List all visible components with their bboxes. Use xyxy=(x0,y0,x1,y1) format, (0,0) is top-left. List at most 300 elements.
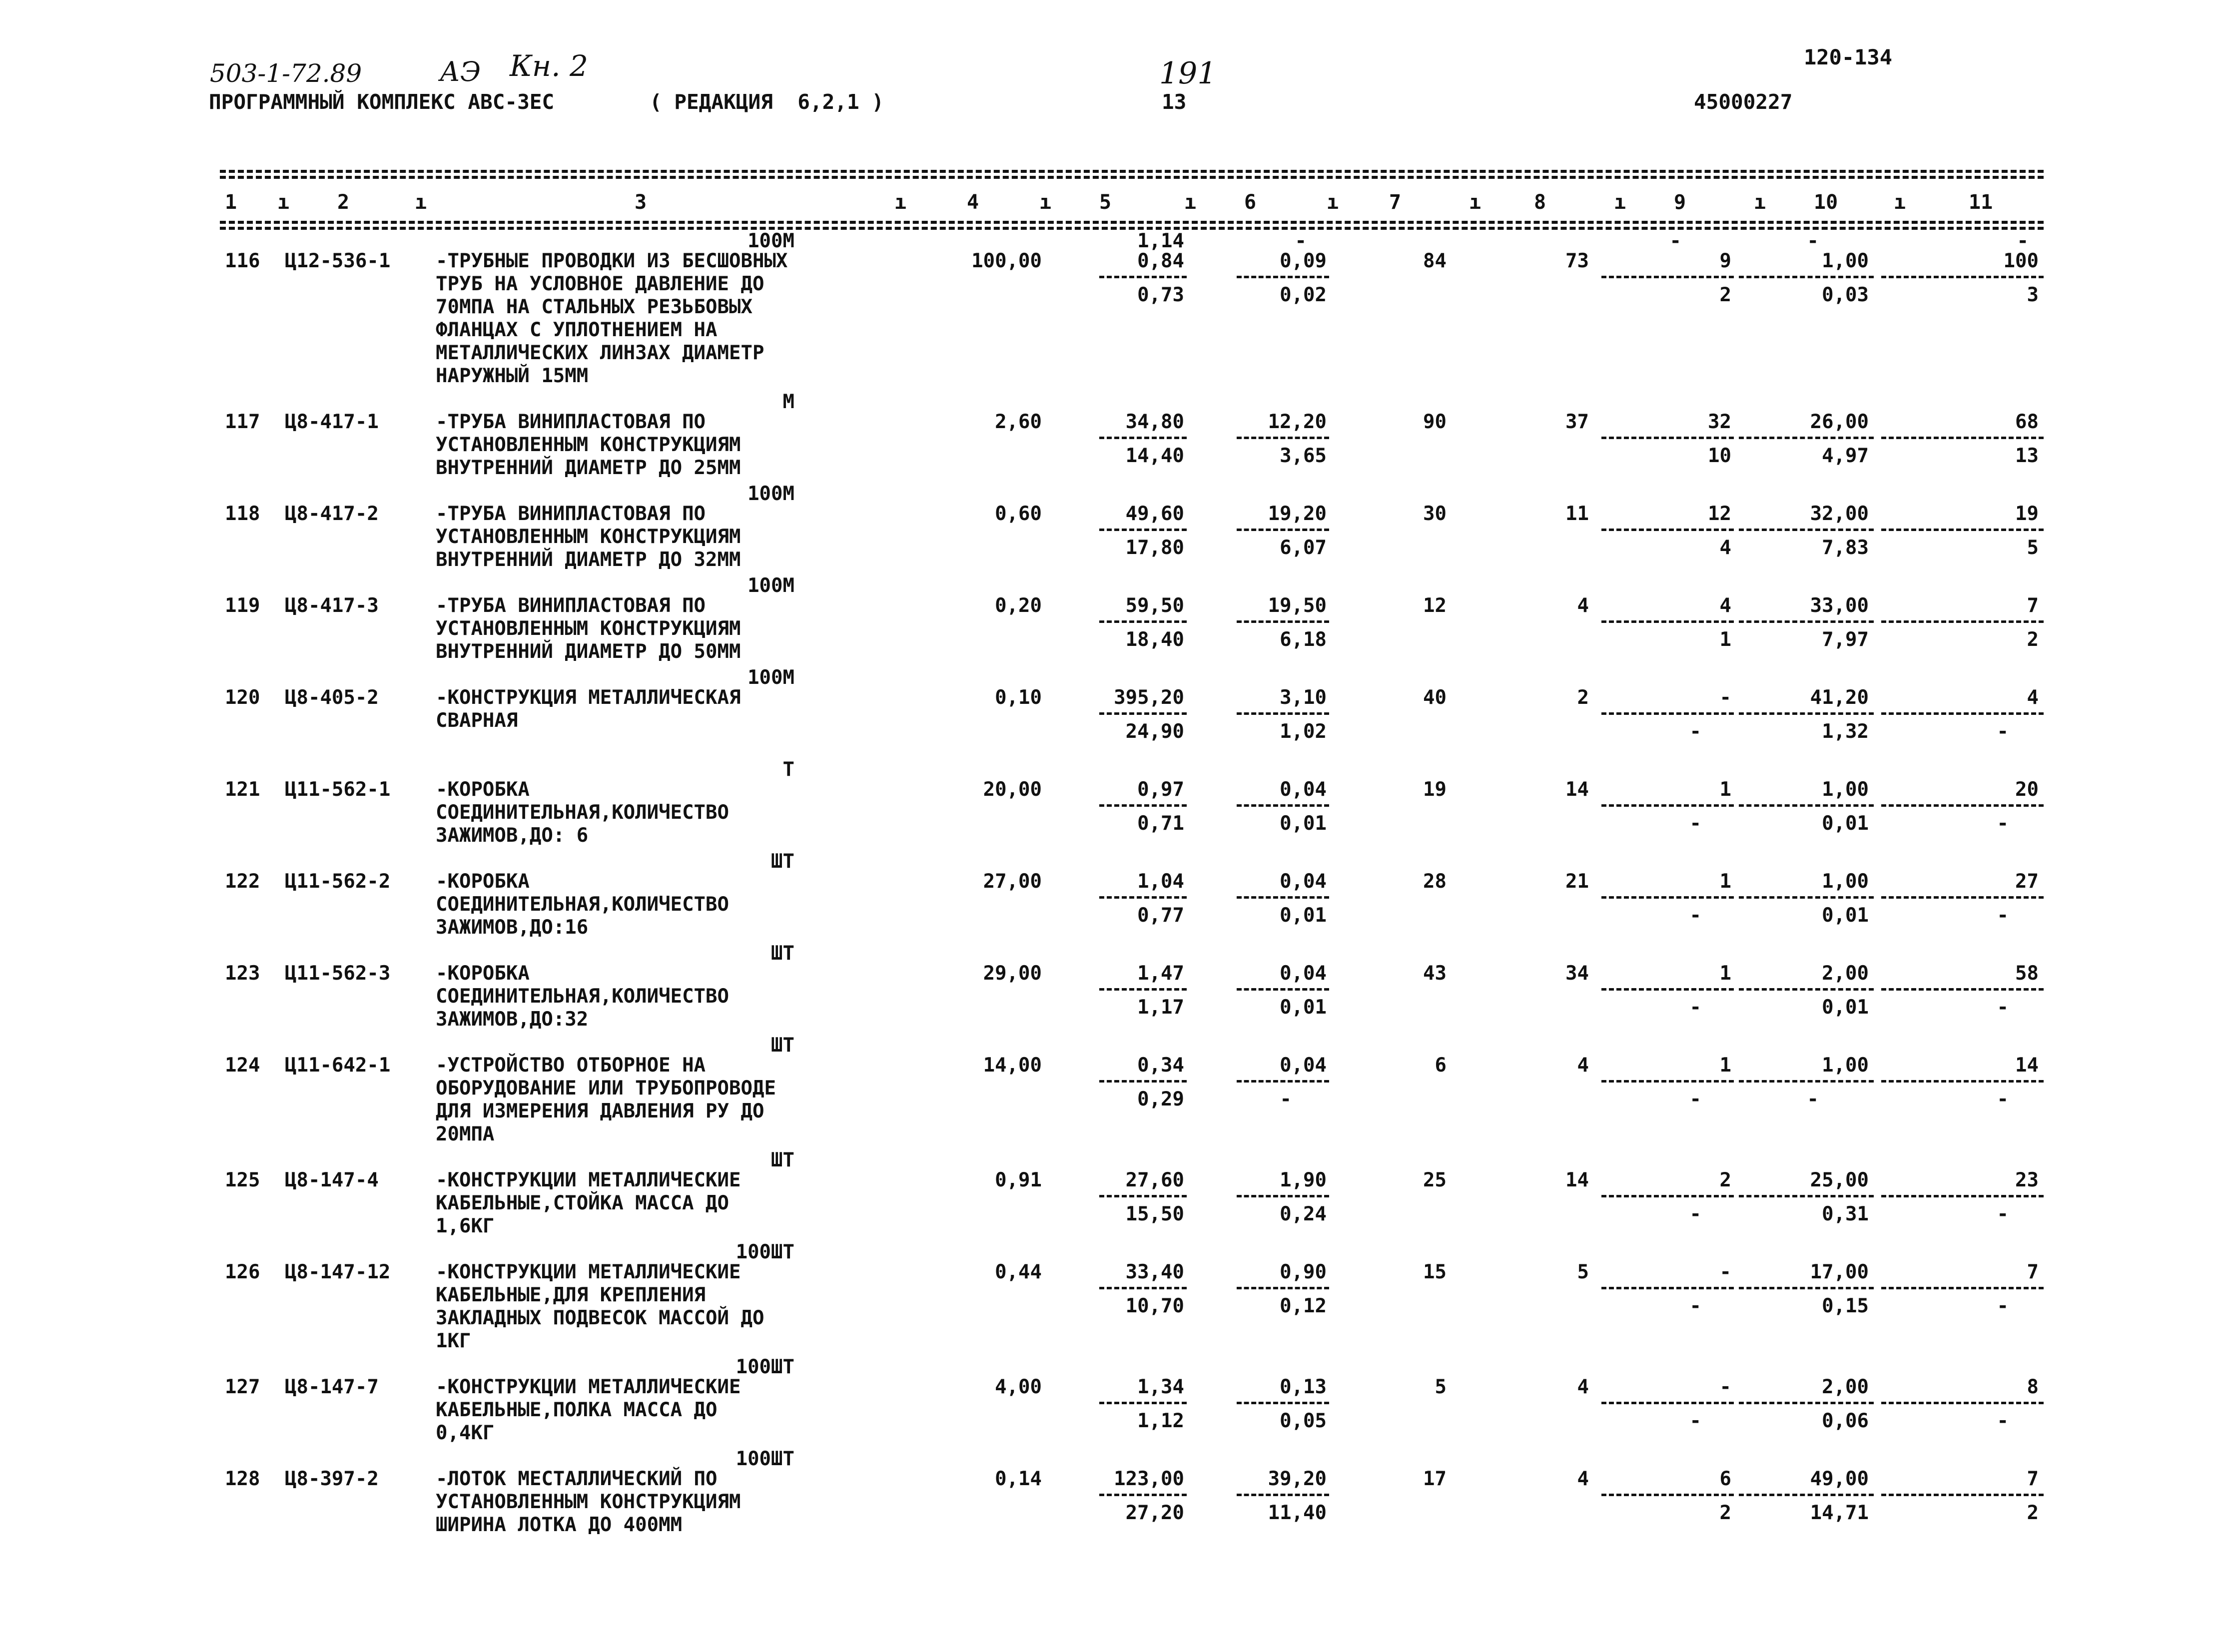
table-row xyxy=(220,483,2044,574)
sub-value-col9: - xyxy=(1689,720,1701,743)
work-description: -КОРОБКА СОЕДИНИТЕЛЬНАЯ,КОЛИЧЕСТВО ЗАЖИМОВ,ДО:16 xyxy=(436,870,729,939)
table-row xyxy=(220,758,2044,850)
value-col10: 33,00 xyxy=(1810,594,1869,617)
sub-value-col6: 6,18 xyxy=(1280,628,1327,651)
rate-code: Ц8-147-12 xyxy=(285,1261,391,1283)
value-col9: - xyxy=(1719,1376,1731,1398)
program-title: ПРОГРАММНЫЙ КОМПЛЕКС АВС-ЗЕС xyxy=(209,90,555,114)
sub-value-col5: 17,80 xyxy=(1125,537,1184,559)
value-col10: 41,20 xyxy=(1810,686,1869,709)
column-header-10: 10 xyxy=(1814,191,1838,214)
value-col9: - xyxy=(1719,1261,1731,1283)
value-divider xyxy=(1099,1402,1187,1404)
value-col5: 395,20 xyxy=(1114,686,1184,709)
rate-code: Ц8-147-7 xyxy=(285,1376,379,1398)
value-col4: 0,91 xyxy=(995,1169,1042,1191)
row-number: 124 xyxy=(225,1054,260,1077)
row-number: 126 xyxy=(225,1261,260,1283)
sub-value-col10: 0,01 xyxy=(1822,812,1869,835)
value-divider xyxy=(1099,804,1187,807)
sub-value-col5: 15,50 xyxy=(1125,1203,1184,1225)
value-col10: 1,00 xyxy=(1822,870,1869,893)
column-header-row xyxy=(220,179,2044,221)
sub-value-col10: 14,71 xyxy=(1810,1502,1869,1524)
doc-number: 45000227 xyxy=(1694,90,1793,114)
sub-value-col5: 10,70 xyxy=(1125,1295,1184,1317)
sub-value-col10: 0,01 xyxy=(1822,904,1869,927)
sub-value-col6: 0,01 xyxy=(1280,996,1327,1019)
sub-value-col9: - xyxy=(1689,904,1701,927)
column-separator: ı xyxy=(1327,191,1339,214)
sub-value-col9: - xyxy=(1689,812,1701,835)
value-divider xyxy=(1237,1287,1329,1289)
prev-value-col10: - xyxy=(1807,230,1819,252)
value-divider xyxy=(1601,1402,1734,1404)
value-col7: 25 xyxy=(1423,1169,1447,1191)
prev-value-col5: 1,14 xyxy=(1137,230,1184,252)
value-col8: 11 xyxy=(1565,503,1589,525)
sub-value-col9: - xyxy=(1689,996,1701,1019)
value-col8: 34 xyxy=(1565,962,1589,985)
rate-code: Ц8-405-2 xyxy=(285,686,379,709)
value-divider xyxy=(1601,712,1734,715)
unit-label: 100М xyxy=(747,574,794,597)
value-divider xyxy=(1601,896,1734,899)
value-col5: 0,84 xyxy=(1137,250,1184,272)
value-col9: - xyxy=(1719,686,1731,709)
value-divider xyxy=(1099,1287,1187,1289)
column-header-8: 8 xyxy=(1534,191,1546,214)
value-divider xyxy=(1881,804,2044,807)
sub-value-col11: - xyxy=(1997,904,2009,927)
value-col7: 30 xyxy=(1423,503,1447,525)
unit-label: 100ШТ xyxy=(736,1241,794,1263)
sub-value-col11: 2 xyxy=(2027,1502,2039,1524)
sub-value-col9: 4 xyxy=(1719,537,1731,559)
work-description: -КОРОБКА СОЕДИНИТЕЛЬНАЯ,КОЛИЧЕСТВО ЗАЖИМОВ,ДО:32 xyxy=(436,962,729,1031)
sub-value-col10: 7,97 xyxy=(1822,628,1869,651)
value-col11: 19 xyxy=(2015,503,2039,525)
sub-value-col5: 0,71 xyxy=(1137,812,1184,835)
row-number: 128 xyxy=(225,1468,260,1490)
value-divider xyxy=(1099,1080,1187,1083)
column-header-3: 3 xyxy=(635,191,647,214)
sub-value-col9: - xyxy=(1689,1295,1701,1317)
sub-value-col10: 0,06 xyxy=(1822,1410,1869,1432)
value-divider xyxy=(1237,437,1329,439)
unit-label: 100ШТ xyxy=(736,1448,794,1470)
value-divider xyxy=(1099,437,1187,439)
sub-value-col11: 3 xyxy=(2027,284,2039,306)
value-col8: 21 xyxy=(1565,870,1589,893)
rate-code: Ц8-417-1 xyxy=(285,411,379,433)
value-divider xyxy=(1237,1402,1329,1404)
column-separator: ı xyxy=(1754,191,1766,214)
range-label: 120-134 xyxy=(1804,45,1893,69)
value-divider xyxy=(1739,1402,1874,1404)
value-col6: 0,04 xyxy=(1280,962,1327,985)
value-col6: 19,20 xyxy=(1268,503,1327,525)
sub-value-col6: 0,02 xyxy=(1280,284,1327,306)
sub-value-col11: - xyxy=(1997,812,2009,835)
value-col7: 19 xyxy=(1423,778,1447,801)
value-col4: 4,00 xyxy=(995,1376,1042,1398)
handwritten-page-number: 191 xyxy=(1159,56,1217,91)
value-col8: 14 xyxy=(1565,778,1589,801)
column-header-2: 2 xyxy=(337,191,350,214)
work-description: -КОНСТРУКЦИИ МЕТАЛЛИЧЕСКИЕ КАБЕЛЬНЫЕ,ПОЛКА МАССА ДО 0,4КГ xyxy=(436,1376,741,1444)
column-header-11: 11 xyxy=(1969,191,1993,214)
value-divider xyxy=(1237,529,1329,531)
table-row xyxy=(220,850,2044,942)
value-divider xyxy=(1881,529,2044,531)
sub-value-col11: 13 xyxy=(2015,445,2039,467)
unit-label: ШТ xyxy=(771,850,794,873)
table-row xyxy=(220,1149,2044,1241)
table-row xyxy=(220,230,2044,391)
value-divider xyxy=(1881,896,2044,899)
value-divider xyxy=(1601,804,1734,807)
value-divider xyxy=(1601,1080,1734,1083)
value-divider xyxy=(1237,620,1329,623)
value-divider xyxy=(1739,1080,1874,1083)
column-header-9: 9 xyxy=(1674,191,1686,214)
rate-code: Ц11-562-3 xyxy=(285,962,391,985)
value-col4: 0,44 xyxy=(995,1261,1042,1283)
value-col4: 2,60 xyxy=(995,411,1042,433)
table-row xyxy=(220,574,2044,666)
value-col4: 0,60 xyxy=(995,503,1042,525)
value-divider xyxy=(1237,712,1329,715)
unit-label: 100М xyxy=(747,666,794,689)
rate-code: Ц8-417-3 xyxy=(285,594,379,617)
sub-value-col11: - xyxy=(1997,1295,2009,1317)
sub-value-col5: 0,73 xyxy=(1137,284,1184,306)
column-separator: ı xyxy=(277,191,290,214)
value-col11: 23 xyxy=(2015,1169,2039,1191)
value-divider xyxy=(1601,620,1734,623)
value-col4: 29,00 xyxy=(983,962,1042,985)
table-row xyxy=(220,942,2044,1034)
value-col10: 2,00 xyxy=(1822,962,1869,985)
value-divider xyxy=(1881,1195,2044,1197)
column-header-1: 1 xyxy=(225,191,237,214)
sub-value-col10: - xyxy=(1807,1088,1819,1110)
value-col11: 27 xyxy=(2015,870,2039,893)
unit-label: М xyxy=(782,391,794,413)
value-col11: 14 xyxy=(2015,1054,2039,1077)
value-col9: 12 xyxy=(1708,503,1731,525)
value-col8: 37 xyxy=(1565,411,1589,433)
sub-value-col6: 0,01 xyxy=(1280,904,1327,927)
row-number: 121 xyxy=(225,778,260,801)
value-col7: 15 xyxy=(1423,1261,1447,1283)
value-col11: 58 xyxy=(2015,962,2039,985)
value-col7: 28 xyxy=(1423,870,1447,893)
value-col11: 7 xyxy=(2027,594,2039,617)
unit-label: ШТ xyxy=(771,1149,794,1171)
value-col9: 32 xyxy=(1708,411,1731,433)
value-divider xyxy=(1881,620,2044,623)
rate-code: Ц8-417-2 xyxy=(285,503,379,525)
value-col8: 14 xyxy=(1565,1169,1589,1191)
value-col9: 9 xyxy=(1719,250,1731,272)
value-col9: 1 xyxy=(1719,962,1731,985)
value-col7: 6 xyxy=(1435,1054,1447,1077)
value-divider xyxy=(1739,712,1874,715)
value-col6: 0,13 xyxy=(1280,1376,1327,1398)
value-divider xyxy=(1237,896,1329,899)
value-divider xyxy=(1601,1494,1734,1496)
value-col6: 0,09 xyxy=(1280,250,1327,272)
sub-value-col5: 0,77 xyxy=(1137,904,1184,927)
value-col6: 12,20 xyxy=(1268,411,1327,433)
value-col8: 4 xyxy=(1577,1468,1589,1490)
value-divider xyxy=(1881,437,2044,439)
value-col4: 0,20 xyxy=(995,594,1042,617)
work-description: -КОНСТРУКЦИЯ МЕТАЛЛИЧЕСКАЯ СВАРНАЯ xyxy=(436,686,741,732)
value-col5: 1,34 xyxy=(1137,1376,1184,1398)
sub-value-col6: 11,40 xyxy=(1268,1502,1327,1524)
book-mark: Кн. 2 xyxy=(510,49,588,83)
value-col7: 5 xyxy=(1435,1376,1447,1398)
row-number: 116 xyxy=(225,250,260,272)
value-divider xyxy=(1601,1287,1734,1289)
value-col10: 1,00 xyxy=(1822,778,1869,801)
value-col6: 1,90 xyxy=(1280,1169,1327,1191)
table-body xyxy=(220,230,2044,1540)
value-col4: 27,00 xyxy=(983,870,1042,893)
sub-value-col10: 1,32 xyxy=(1822,720,1869,743)
rate-code: Ц12-536-1 xyxy=(285,250,391,272)
value-col7: 17 xyxy=(1423,1468,1447,1490)
column-header-5: 5 xyxy=(1099,191,1112,214)
value-divider xyxy=(1739,620,1874,623)
sub-value-col6: 1,02 xyxy=(1280,720,1327,743)
edition-label: ( РЕДАКЦИЯ 6,2,1 ) xyxy=(650,90,884,114)
sub-value-col11: - xyxy=(1997,1203,2009,1225)
column-separator: ı xyxy=(1184,191,1197,214)
sub-value-col11: 2 xyxy=(2027,628,2039,651)
value-divider xyxy=(1881,1494,2044,1496)
sub-value-col9: 2 xyxy=(1719,1502,1731,1524)
unit-label: ШТ xyxy=(771,942,794,965)
value-divider xyxy=(1237,804,1329,807)
value-divider xyxy=(1099,988,1187,991)
sub-value-col5: 14,40 xyxy=(1125,445,1184,467)
work-description: -КОРОБКА СОЕДИНИТЕЛЬНАЯ,КОЛИЧЕСТВО ЗАЖИМОВ,ДО: 6 xyxy=(436,778,729,847)
value-divider xyxy=(1881,1402,2044,1404)
value-divider xyxy=(1881,712,2044,715)
sub-value-col11: 5 xyxy=(2027,537,2039,559)
value-divider xyxy=(1601,276,1734,278)
value-divider xyxy=(1099,529,1187,531)
value-col5: 27,60 xyxy=(1125,1169,1184,1191)
value-col11: 68 xyxy=(2015,411,2039,433)
value-col5: 33,40 xyxy=(1125,1261,1184,1283)
value-divider xyxy=(1099,1195,1187,1197)
sub-value-col6: 0,12 xyxy=(1280,1295,1327,1317)
sheet-number: 13 xyxy=(1162,90,1187,114)
sub-value-col11: - xyxy=(1997,1410,2009,1432)
value-col10: 26,00 xyxy=(1810,411,1869,433)
row-number: 117 xyxy=(225,411,260,433)
value-col4: 0,14 xyxy=(995,1468,1042,1490)
value-col9: 1 xyxy=(1719,778,1731,801)
value-col5: 1,04 xyxy=(1137,870,1184,893)
rate-code: Ц8-147-4 xyxy=(285,1169,379,1191)
row-number: 123 xyxy=(225,962,260,985)
value-col7: 90 xyxy=(1423,411,1447,433)
unit-label: ШТ xyxy=(771,1034,794,1057)
value-col10: 2,00 xyxy=(1822,1376,1869,1398)
value-divider xyxy=(1237,1494,1329,1496)
value-col6: 0,04 xyxy=(1280,870,1327,893)
value-col6: 0,04 xyxy=(1280,1054,1327,1077)
sub-value-col11: - xyxy=(1997,720,2009,743)
value-col10: 32,00 xyxy=(1810,503,1869,525)
value-col10: 17,00 xyxy=(1810,1261,1869,1283)
value-col9: 1 xyxy=(1719,870,1731,893)
work-description: -ТРУБНЫЕ ПРОВОДКИ ИЗ БЕСШОВНЫХ ТРУБ НА УСЛОВНОЕ ДАВЛЕНИЕ ДО 70МПА НА СТАЛЬНЫХ РЕЗЬБОВЫХ ФЛАНЦАХ С УПЛОТНЕНИЕМ НА МЕТАЛЛИЧЕСКИХ ЛИНЗАХ ДИАМЕТР НАРУЖНЫЙ 15ММ xyxy=(436,250,788,387)
sub-value-col6: - xyxy=(1280,1088,1292,1110)
column-separator: ı xyxy=(1894,191,1906,214)
value-divider xyxy=(1739,804,1874,807)
unit-label: 100М xyxy=(747,483,794,505)
column-header-7: 7 xyxy=(1389,191,1402,214)
value-divider xyxy=(1881,1287,2044,1289)
value-divider xyxy=(1237,988,1329,991)
value-col10: 49,00 xyxy=(1810,1468,1869,1490)
value-divider xyxy=(1099,712,1187,715)
value-col11: 4 xyxy=(2027,686,2039,709)
value-divider xyxy=(1739,1195,1874,1197)
sub-value-col10: 0,03 xyxy=(1822,284,1869,306)
value-divider xyxy=(1881,276,2044,278)
value-divider xyxy=(1099,620,1187,623)
value-col6: 3,10 xyxy=(1280,686,1327,709)
value-col4: 20,00 xyxy=(983,778,1042,801)
value-col11: 8 xyxy=(2027,1376,2039,1398)
value-col9: 2 xyxy=(1719,1169,1731,1191)
value-divider xyxy=(1237,1195,1329,1197)
table-row xyxy=(220,1241,2044,1356)
sub-value-col9: 10 xyxy=(1708,445,1731,467)
rate-code: Ц11-562-2 xyxy=(285,870,391,893)
sub-value-col6: 0,24 xyxy=(1280,1203,1327,1225)
value-col11: 7 xyxy=(2027,1468,2039,1490)
value-col5: 59,50 xyxy=(1125,594,1184,617)
table-row xyxy=(220,391,2044,483)
value-col6: 0,04 xyxy=(1280,778,1327,801)
sub-value-col11: - xyxy=(1997,996,2009,1019)
sub-value-col5: 27,20 xyxy=(1125,1502,1184,1524)
value-col11: 100 xyxy=(2003,250,2039,272)
sub-value-col6: 6,07 xyxy=(1280,537,1327,559)
sub-value-col6: 0,01 xyxy=(1280,812,1327,835)
value-col6: 0,90 xyxy=(1280,1261,1327,1283)
sub-value-col9: 2 xyxy=(1719,284,1731,306)
rate-code: Ц8-397-2 xyxy=(285,1468,379,1490)
table-row xyxy=(220,1034,2044,1149)
doc-code: 503-1-72.89 xyxy=(210,59,362,88)
row-number: 127 xyxy=(225,1376,260,1398)
sub-value-col6: 3,65 xyxy=(1280,445,1327,467)
value-divider xyxy=(1739,529,1874,531)
sub-value-col9: - xyxy=(1689,1088,1701,1110)
value-col5: 123,00 xyxy=(1114,1468,1184,1490)
value-divider xyxy=(1601,529,1734,531)
value-col6: 39,20 xyxy=(1268,1468,1327,1490)
value-divider xyxy=(1739,1287,1874,1289)
value-col9: 4 xyxy=(1719,594,1731,617)
sub-value-col9: 1 xyxy=(1719,628,1731,651)
value-divider xyxy=(1601,988,1734,991)
table-row xyxy=(220,666,2044,758)
album-mark: АЭ xyxy=(440,56,481,87)
work-description: -КОНСТРУКЦИИ МЕТАЛЛИЧЕСКИЕ КАБЕЛЬНЫЕ,ДЛЯ КРЕПЛЕНИЯ ЗАКЛАДНЫХ ПОДВЕСОК МАССОЙ ДО 1КГ xyxy=(436,1261,764,1352)
value-col8: 2 xyxy=(1577,686,1589,709)
value-col7: 84 xyxy=(1423,250,1447,272)
value-col4: 14,00 xyxy=(983,1054,1042,1077)
value-divider xyxy=(1099,276,1187,278)
value-divider xyxy=(1601,437,1734,439)
unit-label: 100ШТ xyxy=(736,1356,794,1378)
prev-value-col9: - xyxy=(1669,230,1681,252)
value-col10: 1,00 xyxy=(1822,1054,1869,1077)
top-rule xyxy=(220,170,2044,173)
value-col7: 40 xyxy=(1423,686,1447,709)
column-separator: ı xyxy=(1039,191,1052,214)
sub-value-col10: 4,97 xyxy=(1822,445,1869,467)
value-divider xyxy=(1739,276,1874,278)
column-separator: ı xyxy=(894,191,907,214)
value-divider xyxy=(1099,1494,1187,1496)
column-separator: ı xyxy=(1614,191,1626,214)
sub-value-col11: - xyxy=(1997,1088,2009,1110)
unit-label: Т xyxy=(782,758,794,781)
value-divider xyxy=(1739,437,1874,439)
value-col7: 43 xyxy=(1423,962,1447,985)
value-col10: 25,00 xyxy=(1810,1169,1869,1191)
work-description: -КОНСТРУКЦИИ МЕТАЛЛИЧЕСКИЕ КАБЕЛЬНЫЕ,СТОЙКА МАССА ДО 1,6КГ xyxy=(436,1169,741,1237)
row-number: 119 xyxy=(225,594,260,617)
value-divider xyxy=(1601,1195,1734,1197)
work-description: -ТРУБА ВИНИПЛАСТОВАЯ ПО УСТАНОВЛЕННЫМ КОНСТРУКЦИЯМ ВНУТРЕННИЙ ДИАМЕТР ДО 32ММ xyxy=(436,503,741,571)
sub-value-col9: - xyxy=(1689,1410,1701,1432)
work-description: -УСТРОЙСТВО ОТБОРНОЕ НА ОБОРУДОВАНИЕ ИЛИ ТРУБОПРОВОДЕ ДЛЯ ИЗМЕРЕНИЯ ДАВЛЕНИЯ РУ ДО 20МПА xyxy=(436,1054,776,1145)
value-col9: 6 xyxy=(1719,1468,1731,1490)
work-description: -ТРУБА ВИНИПЛАСТОВАЯ ПО УСТАНОВЛЕННЫМ КОНСТРУКЦИЯМ ВНУТРЕННИЙ ДИАМЕТР ДО 25ММ xyxy=(436,411,741,479)
value-col5: 0,97 xyxy=(1137,778,1184,801)
value-col4: 100,00 xyxy=(971,250,1042,272)
row-number: 125 xyxy=(225,1169,260,1191)
sub-value-col10: 7,83 xyxy=(1822,537,1869,559)
value-col8: 5 xyxy=(1577,1261,1589,1283)
column-header-6: 6 xyxy=(1244,191,1257,214)
table-row xyxy=(220,1356,2044,1448)
sub-value-col10: 0,01 xyxy=(1822,996,1869,1019)
value-col8: 4 xyxy=(1577,1054,1589,1077)
rate-code: Ц11-562-1 xyxy=(285,778,391,801)
column-separator: ı xyxy=(1469,191,1481,214)
value-col5: 49,60 xyxy=(1125,503,1184,525)
header-rule xyxy=(220,221,2044,224)
row-number: 118 xyxy=(225,503,260,525)
value-col4: 0,10 xyxy=(995,686,1042,709)
unit-label: 100М xyxy=(747,230,794,252)
value-divider xyxy=(1739,896,1874,899)
